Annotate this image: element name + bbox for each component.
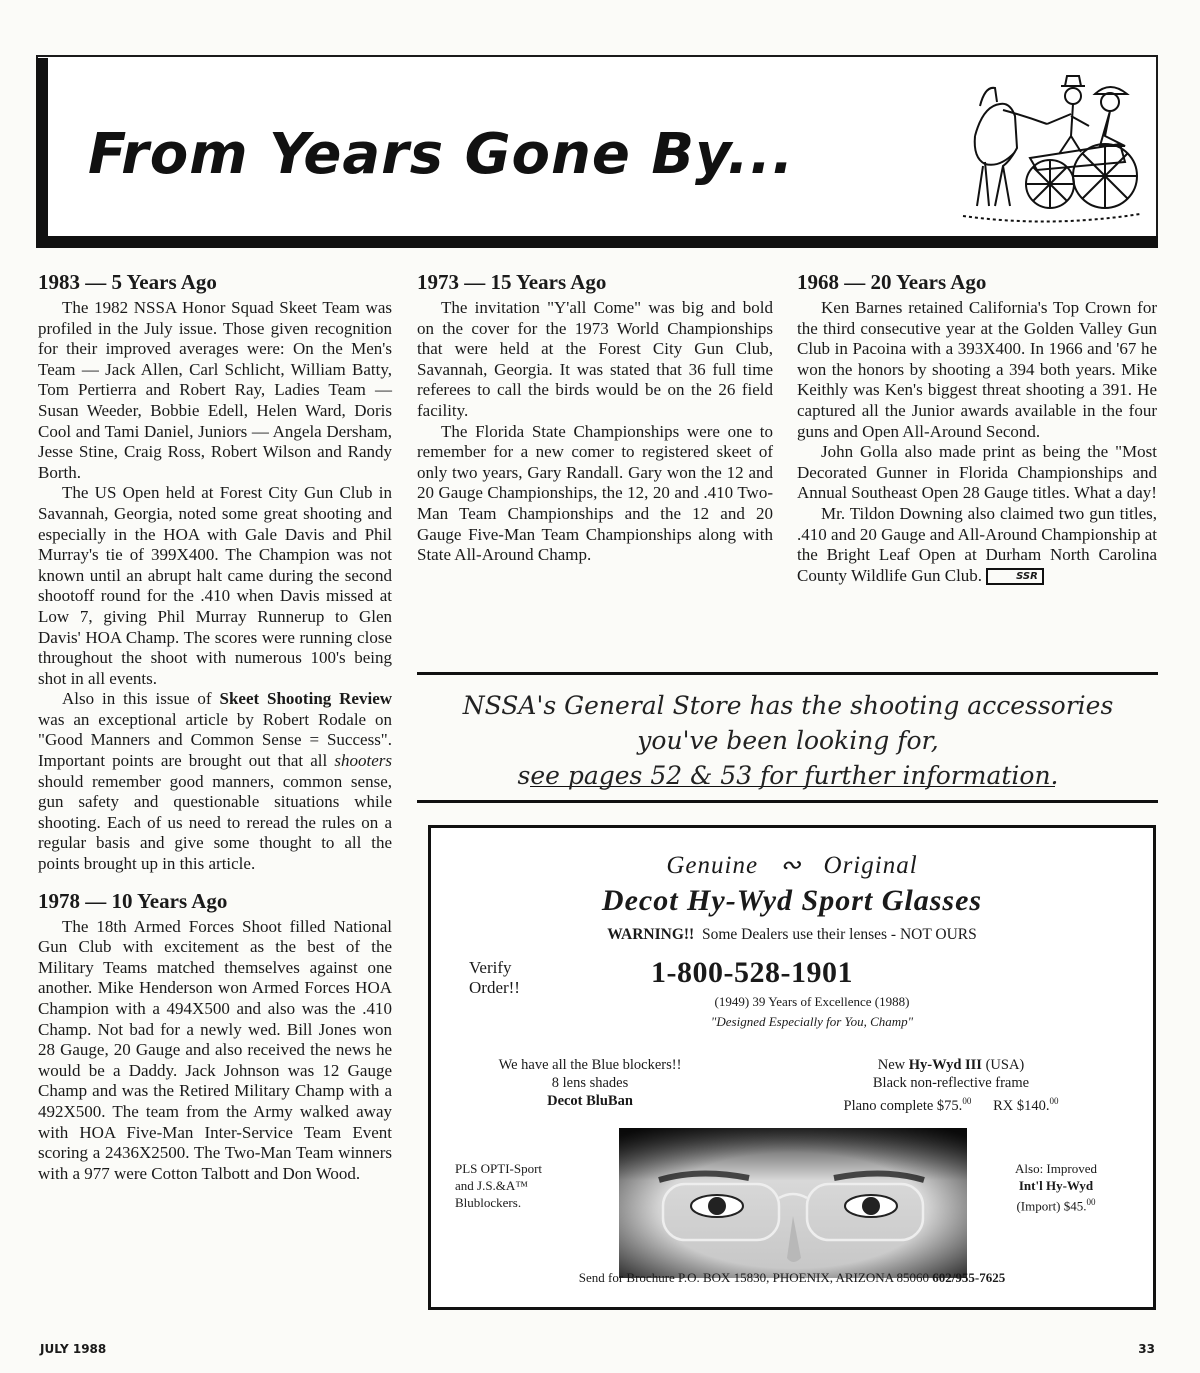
verify-line-1: Verify: [469, 958, 512, 977]
magazine-name: Skeet Shooting Review: [219, 689, 393, 709]
cents: 00: [1049, 1096, 1059, 1106]
ad-phone-number: 1-800-528-1901: [651, 956, 853, 989]
ad-genuine-original: [431, 850, 1153, 880]
notice-line-3: see pages 52 & 53 for further information.: [517, 761, 1059, 790]
banner-left-bar: [36, 58, 48, 248]
paragraph-1983-article: [38, 689, 392, 874]
ad-tagline: "Designed Especially for You, Champ": [710, 1014, 914, 1029]
cents: 00: [962, 1096, 972, 1106]
emphasis-shooters: shooters: [334, 751, 392, 771]
warning-label: WARNING!!: [607, 926, 695, 943]
verify-line-2: Order!!: [469, 978, 520, 997]
also-line-2: Int'l Hy-Wyd: [1018, 1178, 1094, 1193]
blue-blockers-line-2: 8 lens shades: [551, 1075, 629, 1091]
pls-line-3: Blublockers.: [455, 1195, 522, 1210]
ad-pls-opti-sport: [455, 1160, 585, 1211]
ssr-end-mark: SSR: [986, 568, 1044, 585]
pls-line-1: PLS OPTI-Sport: [455, 1161, 543, 1176]
rx-price: RX $140.: [993, 1097, 1050, 1114]
sport-glasses-advertisement: [428, 825, 1156, 1310]
text-original: Original: [823, 852, 918, 879]
blue-blockers-line-3: Decot BluBan: [547, 1093, 633, 1109]
text-fragment: New: [877, 1057, 906, 1073]
swirl-ornament-icon: ∾: [779, 852, 802, 879]
cents: 00: [1086, 1197, 1096, 1207]
ad-brochure-address: [431, 1270, 1153, 1286]
hy-wyd-line-3: [781, 1092, 1121, 1115]
ad-hy-wyd-iii: [781, 1056, 1121, 1115]
pls-line-2: and J.S.&A™: [455, 1178, 529, 1193]
paragraph-1978-armed-forces: The 18th Armed Forces Shoot filled National Gun Club with excitement as the best of the Military Teams matched themselves against one another. Mike Henderson won Armed Forces HOA Champion with a 494X500 and also was the .410 Champ. Not bad for a newly wed. Bill Jones won 28 Gauge, 20 Gauge and also received the news he would be a Daddy. Jack Johnson was 12 Gauge Champ and was the Retired Military Champ with a 492X500. The team from the Army walked away with HOA Five-Man Inter-Service Team Event scoring a 2436X2500. The Two-Man Team winners with a 977 were Cotton Talbott and Don Wood.: [38, 916, 392, 1183]
paragraph-1968-tildon-downing: [797, 504, 1157, 586]
column-3: [797, 270, 1157, 586]
product-name: Hy-Wyd III: [908, 1057, 982, 1073]
footer-issue-date: JULY 1988: [40, 1342, 107, 1356]
column-1: [38, 270, 392, 1184]
plano-price: Plano complete $75.: [843, 1097, 963, 1114]
notice-line-1: NSSA's General Store has the shooting accessories: [462, 691, 1114, 720]
text-fragment: was an exceptional article by Robert Rodale on "Good Manners and Common Sense = Success". Important points are brought out that all: [38, 709, 392, 771]
rule-above-notice: [417, 672, 1158, 675]
paragraph-1968-ken-barnes: Ken Barnes retained California's Top Crown for the third consecutive year at the Golden Valley Gun Club in Pacoina with a 393X400. In 1966 and '67 he won the honors by shooting a 394 both years. Mike Keithly was Ken's biggest threat shooting a 391. He captured all the Junior awards available in the four guns and Open All-Around Second.: [797, 298, 1157, 441]
glasses-eyes-photo: [619, 1128, 967, 1278]
section-heading-1978: 1978 — 10 Years Ago: [38, 888, 228, 913]
import-price: (Import) $45.: [1016, 1198, 1087, 1214]
paragraph-1983-honor-squad: The 1982 NSSA Honor Squad Skeet Team was profiled in the July issue. Those given recognition for their improved averages were: On the Men's Team — Jack Allen, Carl Schlicht, William Batty, Tom Pertierra and Robert Ray, Ladies Team — Susan Weeder, Bobbie Edell, Helen Ward, Doris Cool and Tami Daniel, Juniors — Angela Dersham, Jesse Stine, Craig Ross, Robert Wilson and Randy Borth.: [38, 298, 392, 482]
paragraph-1983-us-open: The US Open held at Forest City Gun Club in Savannah, Georgia, noted some great shooting and especially in the HOA with Gale Davis and Phil Murray's tie of 399X400. The Champion was not known until an abrupt halt came during the second shootoff round for the .410 when Davis missed at Low 7, giving Phil Murray Runnerup to Glen Davis' HOA Champ. The scores were running close throughout the shoot with numerous 100's being shot in all events.: [38, 483, 392, 688]
text-fragment: Mr. Tildon Downing also claimed two gun titles, .410 and 20 Gauge and All-Around Championship at the Bright Leaf Open at Durham North Carolina County Wildlife Gun Club.: [797, 503, 1157, 585]
warning-text: Some Dealers use their lenses - NOT OURS: [701, 926, 977, 943]
hy-wyd-line-1: [781, 1056, 1121, 1074]
text-fragment: Also in this issue of: [62, 689, 212, 709]
paragraph-1968-john-golla: John Golla also made print as being the "Most Decorated Gunner in Florida Championships and Annual Southeast Open 28 Gauge titles. What a day!: [797, 442, 1157, 503]
hy-wyd-line-2: Black non-reflective frame: [872, 1075, 1030, 1091]
rule-below-notice: [417, 800, 1158, 803]
brochure-address: Send for Brochure P.O. BOX 15830, PHOENIX, ARIZONA 85060: [578, 1270, 930, 1285]
also-line-3: [971, 1194, 1141, 1214]
ad-blue-blockers: [455, 1056, 725, 1110]
notice-line-2: you've been looking for,: [637, 726, 939, 755]
page-title: From Years Gone By...: [88, 122, 795, 187]
ad-brand-name: Decot Hy-Wyd Sport Glasses: [601, 884, 983, 917]
blue-blockers-line-1: We have all the Blue blockers!!: [498, 1057, 682, 1073]
ad-warning: [431, 926, 1153, 944]
brochure-phone: 602/955-7625: [932, 1270, 1006, 1285]
column-2: [417, 270, 773, 566]
paragraph-1973-florida-state: The Florida State Championships were one to remember for a new comer to registered skeet of only two years, Gary Randall. Gary won the 12 and 20 Gauge Championships, the 12, 20 and .410 Two-Man Team Championships and the 12 and 20 Gauge Five-Man Team Championships along with State All-Around Champ.: [417, 421, 773, 565]
ad-years-of-excellence: (1949) 39 Years of Excellence (1988): [714, 994, 910, 1009]
ad-also-improved: [971, 1160, 1141, 1214]
horse-carriage-illustration: [955, 66, 1145, 226]
footer-page-number: 33: [1138, 1342, 1155, 1356]
text-fragment: (USA): [985, 1057, 1025, 1073]
also-line-1: Also: Improved: [1015, 1161, 1097, 1176]
section-heading-1968: 1968 — 20 Years Ago: [797, 270, 987, 294]
text-fragment: should remember good manners, common sense, gun safety and questionable situations while shooting. Each of us need to reread the rules on a regular basis and give some thought to all the points brought up in this article.: [38, 771, 392, 874]
section-heading-1973: 1973 — 15 Years Ago: [417, 270, 607, 294]
general-store-notice: [418, 688, 1158, 793]
ad-verify-order: [469, 958, 520, 998]
section-heading-1983: 1983 — 5 Years Ago: [38, 270, 217, 294]
banner-bottom-bar: [36, 236, 1158, 248]
paragraph-1973-world-championships: The invitation "Y'all Come" was big and bold on the cover for the 1973 World Championships that were held at the Forest City Gun Club, Savannah, Georgia. It was stated that 36 full time referees to call the birds would be on the 26 field facility.: [417, 298, 773, 420]
text-genuine: Genuine: [666, 852, 759, 879]
